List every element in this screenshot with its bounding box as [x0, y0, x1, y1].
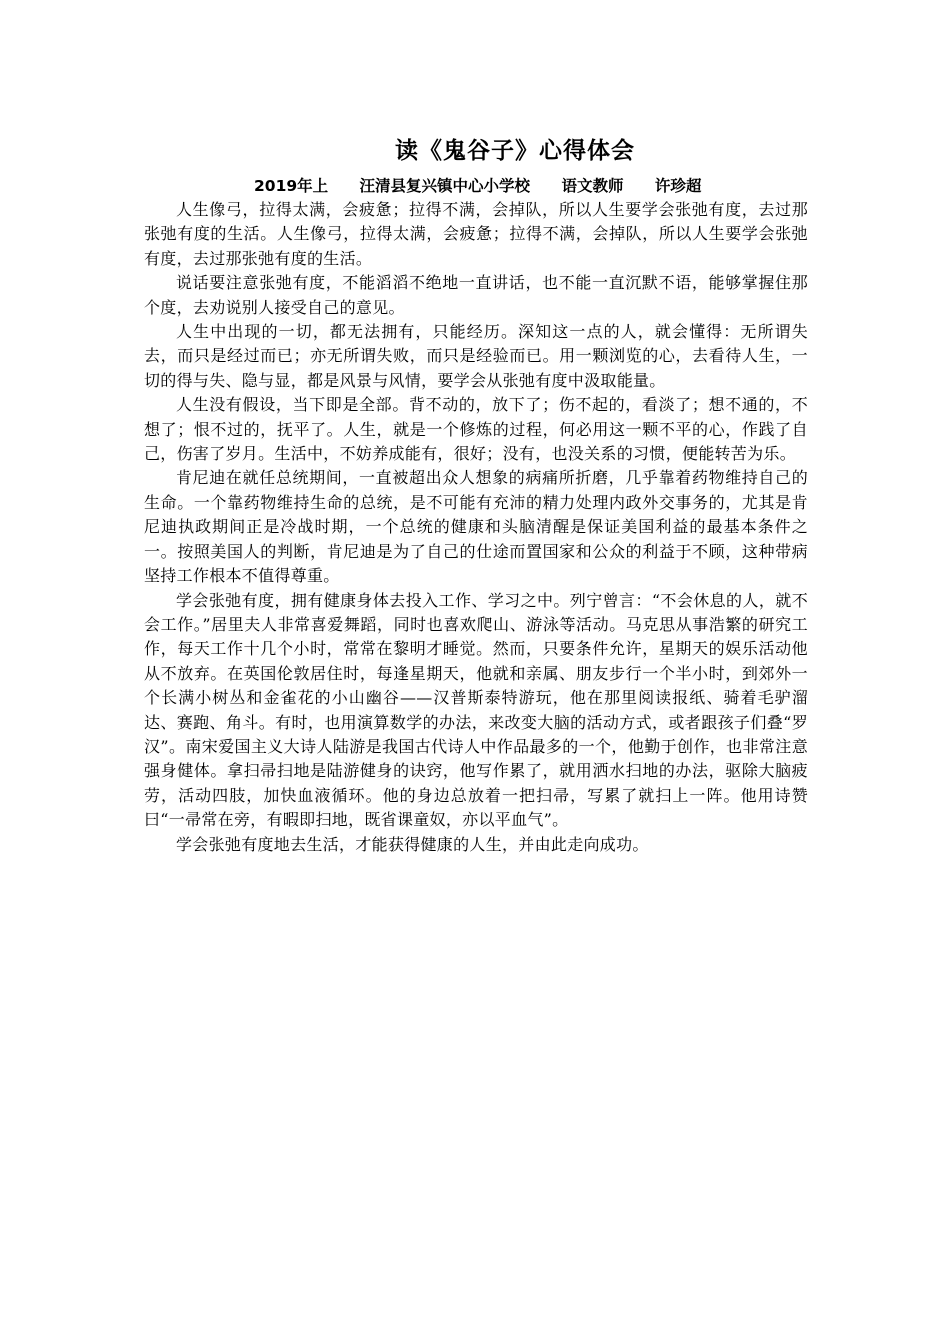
- document-body: [144, 198, 808, 857]
- byline-term: 2019年上: [254, 177, 329, 195]
- paragraph: 说话要注意张弛有度，不能滔滔不绝地一直讲话，也不能一直沉默不语，能够掌握住那个度，去劝说别人接受自己的意见。: [144, 273, 808, 317]
- byline: [254, 174, 808, 198]
- paragraph: 人生像弓，拉得太满，会疲惫；拉得不满，会掉队，所以人生要学会张弛有度，去过那张弛有度的生活。人生像弓，拉得太满，会疲惫；拉得不满，会掉队，所以人生要学会张弛有度，去过那张弛有度的生活。: [144, 200, 808, 268]
- byline-author: 许珍超: [654, 177, 702, 195]
- paragraph: 人生没有假设，当下即是全部。背不动的，放下了；伤不起的，看淡了；想不通的，不想了；恨不过的，抚平了。人生，就是一个修炼的过程，何必用这一颗不平的心，作践了自己，伤害了岁月。生活中，不妨养成能有，很好；没有，也没关系的习惯，便能转苦为乐。: [144, 395, 808, 464]
- paragraph: 学会张弛有度地去生活，才能获得健康的人生，并由此走向成功。: [176, 834, 649, 854]
- byline-role: 语文教师: [561, 177, 624, 195]
- paragraph: 人生中出现的一切，都无法拥有，只能经历。深知这一点的人，就会懂得：无所谓失去，而只是经过而已；亦无所谓失败，而只是经验而已。用一颗浏览的心，去看待人生，一切的得与失、隐与显，都是风景与风情，要学会从张弛有度中汲取能量。: [144, 322, 808, 390]
- byline-school: 汪清县复兴镇中心小学校: [359, 177, 531, 195]
- document-page: [144, 134, 808, 857]
- document-title: 读《鬼谷子》心得体会: [395, 138, 635, 164]
- paragraph: 学会张弛有度，拥有健康身体去投入工作、学习之中。列宁曾言：“不会休息的人，就不会工作。”居里夫人非常喜爱舞蹈，同时也喜欢爬山、游泳等活动。马克思从事浩繁的研究工作，每天工作十几个小时，常常在黎明才睡觉。然而，只要条件允许，星期天的娱乐活动他从不放弃。在英国伦敦居住时，每逢星期天，他就和亲属、朋友步行一个半小时，到郊外一个长满小树丛和金雀花的小山幽谷——汉普斯泰特游玩，他在那里阅读报纸、骑着毛驴溜达、赛跑、角斗。有时，也用演算数学的办法，来改变大脑的活动方式，或者跟孩子们叠“罗汉”。南宋爱国主义大诗人陆游是我国古代诗人中作品最多的一个，他勤于创作，也非常注意强身健体。拿扫帚扫地是陆游健身的诀窍，他写作累了，就用洒水扫地的办法，驱除大脑疲劳，活动四肢，加快血液循环。他的身边总放着一把扫帚，写累了就扫上一阵。他用诗赞曰“一帚常在旁，有暇即扫地，既省课童奴，亦以平血气”。: [144, 590, 808, 830]
- paragraph: 肯尼迪在就任总统期间，一直被超出众人想象的病痛所折磨，几乎靠着药物维持自己的生命。一个靠药物维持生命的总统，是不可能有充沛的精力处理内政外交事务的，尤其是肯尼迪执政期间正是冷战时期，一个总统的健康和头脑清醒是保证美国利益的最基本条件之一。按照美国人的判断，肯尼迪是为了自己的仕途而置国家和公众的利益于不顾，这种带病坚持工作根本不值得尊重。: [144, 468, 808, 586]
